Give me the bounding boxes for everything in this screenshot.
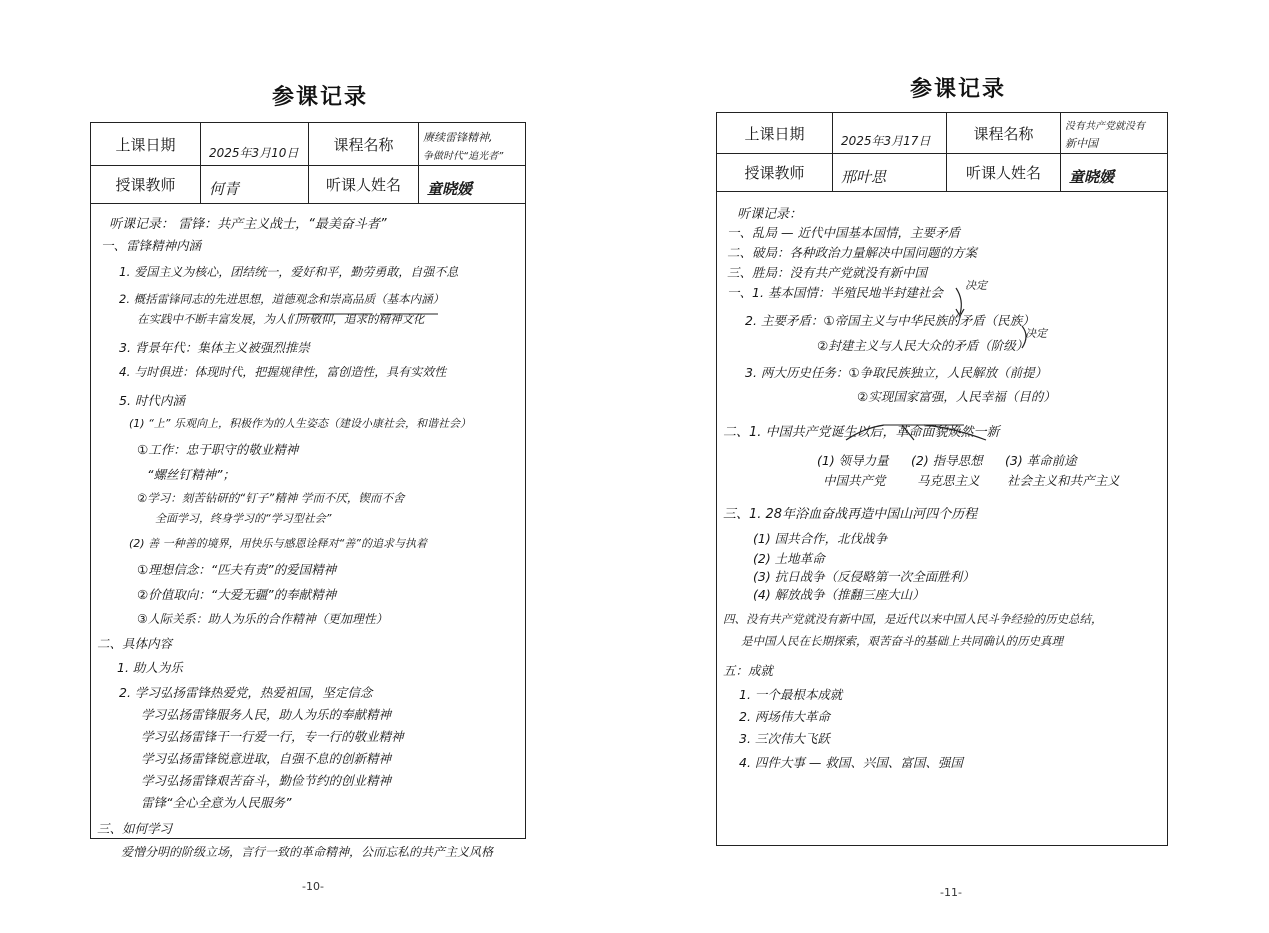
left-note-line: 4. 与时俱进：体现时代，把握规律性，富创造性，具有实效性 (119, 365, 447, 379)
right-annotation-decide-2: 决定 (1025, 327, 1047, 340)
left-date-value: 2025年3月10日 (201, 123, 309, 165)
right-note-line: 三、1. 28年浴血奋战再造中国山河四个历程 (723, 507, 978, 522)
left-course-value-line1: 赓续雷锋精神, (423, 131, 493, 144)
right-page (634, 0, 1269, 933)
left-listener-label: 听课人姓名 (309, 165, 419, 203)
left-note-line: 全面学习，终身学习的“学习型社会” (155, 512, 332, 525)
right-note-line: 一、1. 基本国情：半殖民地半封建社会 (727, 285, 943, 300)
left-note-line: 一、雷锋精神内涵 (101, 238, 202, 253)
right-note-line: ②封建主义与人民大众的矛盾（阶级） (817, 338, 1029, 353)
right-note-line: 二、1. 中国共产党诞生以后，革命面貌焕然一新 (723, 425, 1000, 440)
right-teacher-value: 邢叶思 (833, 153, 947, 191)
left-page-number: -10- (302, 880, 324, 893)
left-note-line: 3. 背景年代：集体主义被强烈推崇 (119, 340, 310, 355)
right-note-line: 中国共产党 (823, 473, 886, 488)
right-listener-value: 童晓媛 (1069, 168, 1115, 186)
left-note-line: ①工作：忠于职守的敬业精神 (137, 442, 299, 457)
right-note-line: (1) 领导力量 (817, 453, 889, 468)
right-record-form (716, 112, 1168, 846)
right-note-line: (2) 土地革命 (753, 551, 825, 566)
left-note-line: 学习弘扬雷锋艰苦奋斗，勤俭节约的创业精神 (141, 773, 392, 788)
right-note-line: 2. 两场伟大革命 (739, 709, 830, 724)
right-date-label: 上课日期 (717, 113, 833, 153)
left-note-line: (2) 善 一种善的境界，用快乐与感恩诠释对“善”的追求与执着 (129, 537, 427, 550)
right-course-value-line2: 新中国 (1065, 137, 1098, 150)
right-note-line: (1) 国共合作，北伐战争 (753, 531, 888, 546)
right-note-line: (4) 解放战争（推翻三座大山） (753, 587, 925, 602)
left-page (0, 0, 634, 933)
left-note-line: 三、如何学习 (97, 821, 173, 836)
right-course-value (1061, 113, 1167, 153)
right-note-line: 是中国人民在长期探索，艰苦奋斗的基础上共同确认的历史真理 (741, 634, 1063, 648)
left-note-line: 在实践中不断丰富发展，为人们所敬仰，追求的精神文化 (137, 312, 425, 326)
left-note-line: 2. 概括雷锋同志的先进思想，道德观念和崇高品质（基本内涵） (119, 292, 445, 306)
right-note-line: 2. 主要矛盾：①帝国主义与中华民族的矛盾（民族） (745, 313, 1035, 328)
right-page-number: -11- (940, 886, 962, 899)
right-note-line: 四、没有共产党就没有新中国，是近代以来中国人民斗争经验的历史总结， (723, 612, 1103, 626)
left-note-line: 学习弘扬雷锋锐意进取，自强不息的创新精神 (141, 751, 392, 766)
left-note-line: ③人际关系：助人为乐的合作精神（更加理性） (137, 612, 388, 626)
left-course-value (419, 123, 525, 165)
right-note-line: 听课记录： (737, 207, 803, 222)
left-date-label: 上课日期 (91, 123, 201, 165)
left-date-row (91, 123, 525, 166)
left-note-line: 二、具体内容 (97, 636, 173, 651)
left-course-label: 课程名称 (309, 123, 419, 165)
left-note-line: 5. 时代内涵 (119, 393, 185, 408)
right-note-line: (3) 抗日战争（反侵略第一次全面胜利） (753, 569, 975, 584)
right-note-line: ②实现国家富强，人民幸福（目的） (857, 389, 1056, 404)
left-teacher-label: 授课教师 (91, 165, 201, 203)
right-note-line: (3) 革命前途 (1005, 453, 1077, 468)
left-note-line: 雷锋“全心全意为人民服务” (141, 795, 292, 810)
right-course-label: 课程名称 (947, 113, 1061, 153)
right-note-line: 五：成就 (723, 663, 774, 678)
left-note-line: ①理想信念：“匹夫有责”的爱国精神 (137, 562, 337, 577)
left-page-title: 参课记录 (272, 84, 369, 110)
right-teacher-label: 授课教师 (717, 153, 833, 191)
right-note-line: 一、乱局 — 近代中国基本国情，主要矛盾 (727, 225, 960, 240)
left-teacher-value: 何青 (201, 165, 309, 203)
right-annotation-decide-1: 决定 (965, 279, 987, 292)
right-course-value-line1: 没有共产党就没有 (1065, 121, 1145, 132)
left-note-line: 爱憎分明的阶级立场，言行一致的革命精神，公而忘私的共产主义风格 (121, 845, 494, 859)
right-date-value: 2025年3月17日 (833, 113, 947, 153)
right-note-line: 三、胜局：没有共产党就没有新中国 (727, 265, 928, 280)
left-teacher-row (91, 165, 525, 204)
left-note-line: 1. 爱国主义为核心，团结统一，爱好和平，勤劳勇敢，自强不息 (119, 265, 459, 279)
right-note-line: 马克思主义 (917, 473, 980, 488)
left-note-line: 2. 学习弘扬雷锋热爱党，热爱祖国，坚定信念 (119, 685, 373, 700)
right-page-title: 参课记录 (910, 76, 1007, 102)
left-listener-value: 童晓媛 (427, 180, 473, 198)
left-note-line: (1) “上” 乐观向上，积极作为的人生姿态（建设小康社会，和谐社会） (129, 417, 471, 430)
right-note-line: 1. 一个最根本成就 (739, 687, 843, 702)
left-note-line: 1. 助人为乐 (117, 660, 183, 675)
right-note-line: (2) 指导思想 (911, 453, 983, 468)
left-note-line: 学习弘扬雷锋服务人民，助人为乐的奉献精神 (141, 707, 392, 722)
left-note-line: 听课记录： 雷锋：共产主义战士，“最美奋斗者” (109, 217, 387, 232)
right-listener-label: 听课人姓名 (947, 153, 1061, 191)
right-teacher-row (717, 153, 1167, 192)
left-note-line: ②学习：刻苦钻研的“钉子”精神 学而不厌，锲而不舍 (137, 491, 405, 505)
right-note-line: 社会主义和共产主义 (1007, 473, 1120, 488)
right-note-line: 4. 四件大事 — 救国、兴国、富国、强国 (739, 755, 963, 770)
right-note-line: 二、破局：各种政治力量解决中国问题的方案 (727, 245, 978, 260)
right-note-line: 3. 三次伟大飞跃 (739, 731, 830, 746)
right-notes-area (717, 191, 1167, 845)
left-record-form (90, 122, 526, 859)
left-note-line: 学习弘扬雷锋干一行爱一行，专一行的敬业精神 (141, 729, 404, 744)
left-notes-area (91, 203, 525, 859)
right-note-line: 3. 两大历史任务：①争取民族独立，人民解放（前提） (745, 365, 1048, 380)
left-course-value-line2: 争做时代“追光者” (423, 151, 504, 162)
right-date-row (717, 113, 1167, 154)
left-note-line: ②价值取向：“大爱无疆”的奉献精神 (137, 587, 337, 602)
left-note-line: “螺丝钉精神”； (147, 467, 235, 482)
